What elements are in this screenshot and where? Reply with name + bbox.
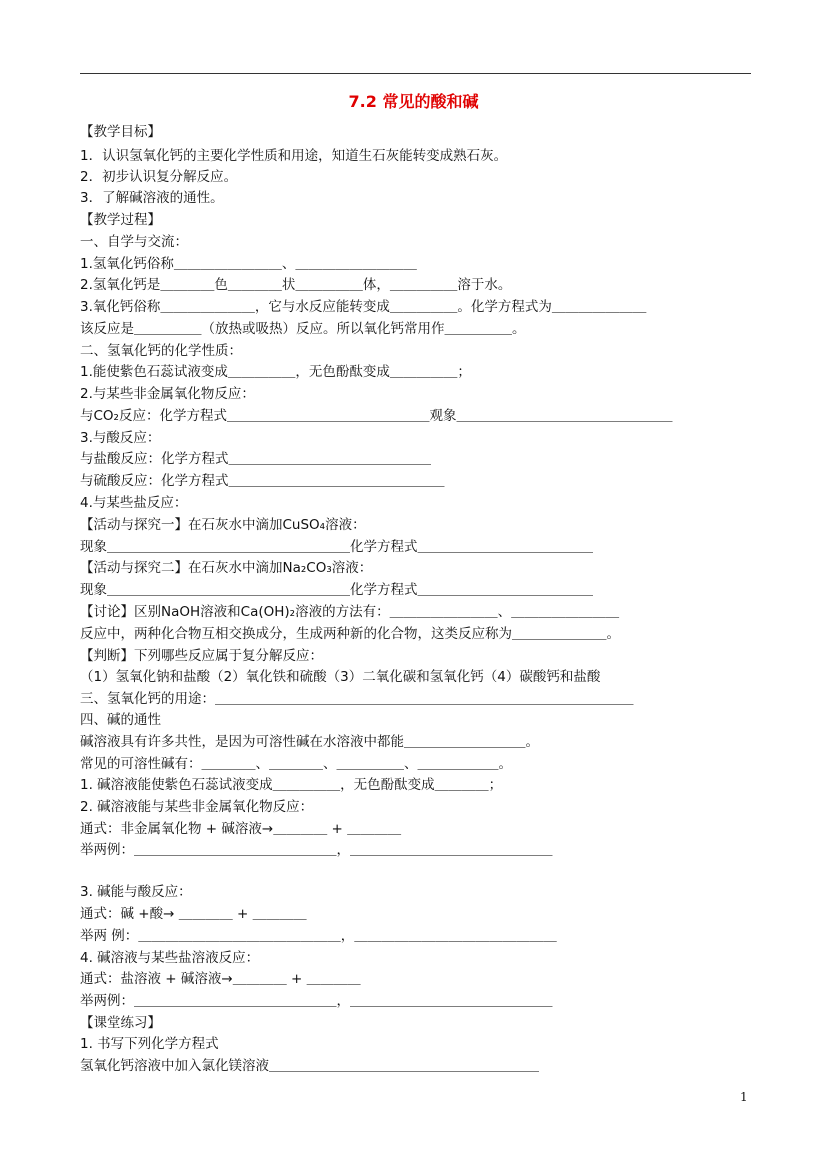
text-line: 举两例：＿＿＿＿＿＿＿＿＿＿＿＿＿＿＿，＿＿＿＿＿＿＿＿＿＿＿＿＿＿＿	[80, 842, 553, 858]
text-line: 【活动与探究二】在石灰水中滴加Na₂CO₃溶液：	[80, 560, 373, 576]
text-line: 举两例：＿＿＿＿＿＿＿＿＿＿＿＿＿＿＿，＿＿＿＿＿＿＿＿＿＿＿＿＿＿＿	[80, 993, 553, 1009]
text-line: 1.能使紫色石蕊试液变成＿＿＿＿＿，无色酚酞变成＿＿＿＿＿；	[80, 364, 471, 380]
text-line: 三、氢氧化钙的用途：＿＿＿＿＿＿＿＿＿＿＿＿＿＿＿＿＿＿＿＿＿＿＿＿＿＿＿＿＿＿＿	[80, 691, 634, 707]
text-line: 【讨论】区别NaOH溶液和Ca(OH)₂溶液的方法有：＿＿＿＿＿＿＿＿、＿＿＿＿＿＿＿＿	[80, 604, 620, 620]
text-line: 现象＿＿＿＿＿＿＿＿＿＿＿＿＿＿＿＿＿＿化学方程式＿＿＿＿＿＿＿＿＿＿＿＿＿	[80, 539, 593, 555]
text-line: 3.氧化钙俗称＿＿＿＿＿＿＿，它与水反应能转变成＿＿＿＿＿。化学方程式为＿＿＿＿＿＿＿	[80, 299, 647, 315]
text-line: 2．初步认识复分解反应。	[80, 169, 238, 185]
text-line: （1）氢氧化钠和盐酸（2）氧化铁和硫酸（3）二氧化碳和氢氧化钙（4）碳酸钙和盐酸	[80, 669, 601, 685]
text-line: 1.氢氧化钙俗称＿＿＿＿＿＿＿＿、＿＿＿＿＿＿＿＿＿	[80, 256, 417, 272]
text-line: 4.与某些盐反应：	[80, 495, 188, 511]
text-line: 碱溶液具有许多共性，是因为可溶性碱在水溶液中都能＿＿＿＿＿＿＿＿＿。	[80, 734, 539, 750]
text-line: 该反应是＿＿＿＿＿（放热或吸热）反应。所以氧化钙常用作＿＿＿＿＿。	[80, 321, 526, 337]
text-line: 【活动与探究一】在石灰水中滴加CuSO₄溶液：	[80, 517, 366, 533]
text-line: 3．了解碱溶液的通性。	[80, 190, 224, 206]
text-line: 反应中，两种化合物互相交换成分，生成两种新的化合物，这类反应称为＿＿＿＿＿＿＿。	[80, 626, 620, 642]
text-line: 【判断】下列哪些反应属于复分解反应：	[80, 648, 323, 664]
text-line: 1. 碱溶液能使紫色石蕊试液变成＿＿＿＿＿，无色酚酞变成＿＿＿＿；	[80, 777, 503, 793]
text-line: 与盐酸反应：化学方程式＿＿＿＿＿＿＿＿＿＿＿＿＿＿＿	[80, 451, 431, 467]
header-rule	[80, 73, 751, 74]
text-line: 现象＿＿＿＿＿＿＿＿＿＿＿＿＿＿＿＿＿＿化学方程式＿＿＿＿＿＿＿＿＿＿＿＿＿	[80, 582, 593, 598]
text-line: 【课堂练习】	[80, 1015, 161, 1031]
text-line: 1. 书写下列化学方程式	[80, 1036, 219, 1052]
text-line: 2. 碱溶液能与某些非金属氧化物反应：	[80, 799, 314, 815]
text-line: 一、自学与交流：	[80, 234, 188, 250]
text-line: 通式：非金属氧化物 + 碱溶液→＿＿＿＿ + ＿＿＿＿	[80, 821, 402, 837]
text-line: 通式：碱 +酸→ ＿＿＿＿ + ＿＿＿＿	[80, 906, 307, 922]
page-title: 7.2 常见的酸和碱	[348, 92, 479, 111]
text-line: 1．认识氢氧化钙的主要化学性质和用途，知道生石灰能转变成熟石灰。	[80, 148, 508, 164]
text-line: 3. 碱能与酸反应：	[80, 884, 192, 900]
text-line: 四、碱的通性	[80, 712, 161, 728]
text-line: 氢氧化钙溶液中加入氯化镁溶液＿＿＿＿＿＿＿＿＿＿＿＿＿＿＿＿＿＿＿＿	[80, 1058, 539, 1074]
text-line: 【教学目标】	[80, 124, 161, 140]
text-line: 常见的可溶性碱有：＿＿＿＿、＿＿＿＿、＿＿＿＿＿、＿＿＿＿＿＿。	[80, 756, 512, 772]
text-line: 与CO₂反应：化学方程式＿＿＿＿＿＿＿＿＿＿＿＿＿＿＿观象＿＿＿＿＿＿＿＿＿＿＿＿＿＿＿＿	[80, 408, 673, 424]
text-line: 二、氢氧化钙的化学性质：	[80, 343, 242, 359]
text-line: 2.氢氧化钙是＿＿＿＿色＿＿＿＿状＿＿＿＿＿体，＿＿＿＿＿溶于水。	[80, 277, 512, 293]
text-line: 举两 例：＿＿＿＿＿＿＿＿＿＿＿＿＿＿＿，＿＿＿＿＿＿＿＿＿＿＿＿＿＿＿	[80, 928, 557, 944]
text-line: 3.与酸反应：	[80, 430, 161, 446]
text-line: 4. 碱溶液与某些盐溶液反应：	[80, 950, 260, 966]
text-line: 通式：盐溶液 + 碱溶液→＿＿＿＿ + ＿＿＿＿	[80, 971, 361, 987]
page-number: 1	[740, 1090, 748, 1104]
text-line: 2.与某些非金属氧化物反应：	[80, 386, 255, 402]
text-line: 与硫酸反应：化学方程式＿＿＿＿＿＿＿＿＿＿＿＿＿＿＿＿	[80, 473, 445, 489]
text-line: 【教学过程】	[80, 212, 161, 228]
